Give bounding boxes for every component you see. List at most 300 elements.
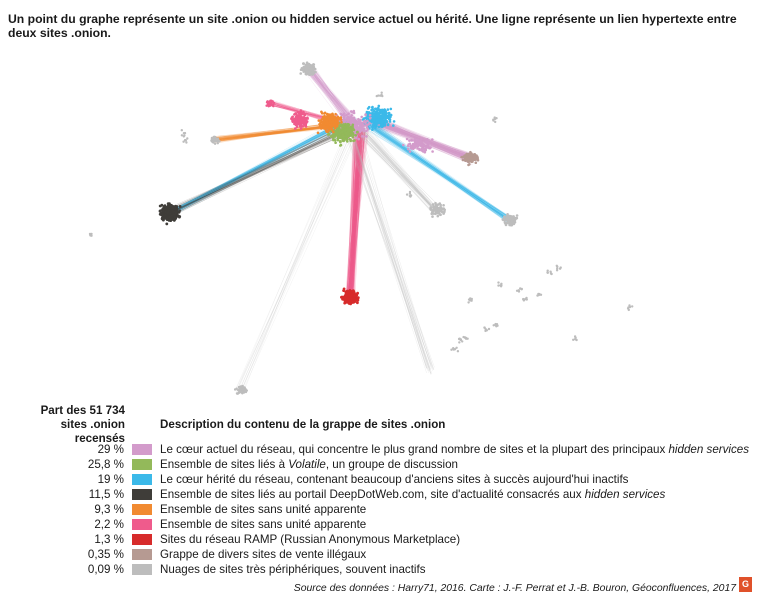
graph-node: [344, 123, 347, 126]
graph-node: [363, 127, 366, 130]
share-header-line1: Part des 51 734: [40, 404, 125, 417]
graph-node: [351, 294, 354, 297]
graph-node: [465, 337, 467, 339]
graph-node: [297, 111, 300, 114]
graph-node: [356, 301, 359, 304]
graph-node: [337, 116, 340, 119]
graph-node: [385, 110, 388, 113]
graph-node: [410, 194, 412, 196]
graph-node: [342, 136, 345, 139]
graph-node: [339, 118, 342, 121]
graph-node: [492, 119, 494, 121]
graph-node: [355, 125, 358, 128]
graph-node: [475, 157, 478, 160]
graph-node: [369, 117, 372, 120]
graph-node: [307, 71, 310, 74]
graph-node: [339, 140, 342, 143]
graph-node: [390, 108, 393, 111]
graph-node: [371, 128, 374, 131]
graph-node: [414, 141, 417, 144]
graph-node: [439, 202, 442, 205]
legend-row: [0, 533, 758, 547]
graph-node: [525, 297, 527, 299]
graph-node: [467, 157, 470, 160]
graph-node: [353, 117, 356, 120]
graph-node: [351, 129, 354, 132]
graph-node: [505, 224, 508, 227]
graph-edge: [171, 130, 341, 212]
graph-edge: [347, 139, 432, 366]
legend-row-share: 0,35 %: [87, 548, 124, 561]
graph-node: [308, 63, 311, 66]
graph-node: [460, 338, 462, 340]
graph-node: [428, 147, 431, 150]
graph-node: [372, 123, 375, 126]
graph-node: [379, 119, 382, 122]
graph-node: [375, 123, 378, 126]
graph-node: [380, 111, 383, 114]
graph-node: [302, 62, 305, 65]
legend-row: [0, 488, 758, 502]
legend-row-share: 2,2 %: [94, 518, 124, 531]
graph-node: [347, 112, 350, 115]
legend-row: [0, 503, 758, 517]
graph-node: [357, 296, 360, 299]
graph-node: [347, 126, 350, 129]
graph-node: [424, 151, 427, 154]
graph-node: [470, 300, 472, 302]
graph-node: [178, 216, 181, 219]
graph-node: [546, 271, 548, 273]
graph-node: [361, 135, 364, 138]
share-header-line2: sites .onion recensés: [60, 418, 125, 445]
graph-node: [167, 209, 170, 212]
graph-node: [423, 144, 426, 147]
graph-node: [178, 209, 181, 212]
legend-row-share: 19 %: [97, 473, 124, 486]
graph-node: [319, 121, 322, 124]
graph-node: [428, 142, 431, 145]
legend-swatch: [132, 519, 152, 530]
graph-node: [291, 116, 294, 119]
graph-node: [370, 109, 373, 112]
graph-node: [365, 116, 368, 119]
graph-node: [304, 117, 307, 120]
graph-node: [340, 144, 343, 147]
graph-node: [462, 336, 464, 338]
graph-node: [497, 284, 499, 286]
graph-node: [304, 113, 307, 116]
graph-node: [423, 148, 426, 151]
graph-node: [518, 289, 520, 291]
graph-node: [512, 218, 515, 221]
graph-node: [410, 139, 413, 142]
graph-node: [431, 150, 434, 153]
graph-node: [343, 117, 346, 120]
graph-edge: [348, 139, 431, 375]
legend-row-description: Le cœur hérité du réseau, contenant beaucoup d'anciens sites à succès aujourd'hui inactifs: [160, 473, 629, 486]
graph-node: [305, 73, 308, 76]
graph-node: [364, 122, 367, 125]
graph-node: [328, 133, 331, 136]
graph-node: [407, 148, 410, 151]
graph-node: [311, 70, 314, 73]
graph-node: [374, 115, 377, 118]
graph-node: [210, 140, 212, 142]
graph-node: [468, 298, 470, 300]
graph-node: [384, 124, 387, 127]
graph-node: [337, 139, 340, 142]
graph-node: [345, 297, 348, 300]
graph-node: [536, 294, 538, 296]
graph-node: [430, 208, 433, 211]
graph-edge: [168, 126, 345, 210]
graph-edge: [354, 138, 432, 371]
graph-edge: [241, 143, 346, 390]
graph-edge: [350, 142, 430, 370]
graph-node: [334, 141, 337, 144]
graph-node: [376, 114, 379, 117]
legend-row-description: Sites du réseau RAMP (Russian Anonymous Marketplace): [160, 533, 461, 546]
graph-node: [162, 207, 165, 210]
legend-row-description: Ensemble de sites sans unité apparente: [160, 503, 367, 516]
graph-node: [496, 325, 498, 327]
graph-node: [302, 120, 305, 123]
graph-node: [426, 146, 429, 149]
graph-node: [345, 132, 348, 135]
graph-node: [320, 111, 323, 114]
graph-node: [328, 123, 331, 126]
graph-node: [236, 392, 238, 394]
graph-node: [628, 304, 630, 306]
graph-node: [323, 112, 326, 115]
graph-node: [323, 115, 326, 118]
graph-node: [305, 120, 308, 123]
graph-node: [352, 140, 355, 143]
graph-node: [512, 216, 515, 219]
graph-node: [550, 273, 552, 275]
graph-node: [216, 139, 218, 141]
legend-row-description: Ensemble de sites sans unité apparente: [160, 518, 367, 531]
legend-row-description: Le cœur actuel du réseau, qui concentre le plus grand nombre de sites et la plupart des principaux hidden services: [160, 443, 750, 456]
graph-node: [213, 140, 215, 142]
source-credit: Source des données : Harry71, 2016. Carte : J.-F. Perrat et J.-B. Bouron, Géoconfluences, 2017: [293, 583, 736, 594]
graph-node: [366, 126, 369, 129]
legend-row: [0, 473, 758, 487]
graph-node: [240, 389, 242, 391]
graph-node: [345, 117, 348, 120]
graph-node: [464, 159, 467, 162]
graph-node: [330, 121, 333, 124]
graph-node: [164, 213, 167, 216]
graph-node: [443, 210, 446, 213]
graph-node: [574, 337, 576, 339]
graph-node: [488, 328, 490, 330]
graph-node: [556, 269, 558, 271]
description-column-header: Description du contenu de la grappe de sites .onion: [160, 418, 446, 431]
graph-node: [351, 111, 354, 114]
graph-node: [351, 132, 354, 135]
graph-node: [267, 105, 269, 107]
graph-node: [300, 69, 303, 72]
graph-node: [473, 153, 476, 156]
graph-node: [349, 140, 352, 143]
graph-node: [393, 120, 396, 123]
graph-node: [266, 100, 268, 102]
graph-node: [520, 288, 522, 290]
graph-node: [336, 132, 339, 135]
graph-node: [357, 138, 360, 141]
graph-node: [376, 111, 379, 114]
graph-node: [497, 281, 499, 283]
graph-node: [436, 208, 439, 211]
graph-node: [437, 215, 440, 218]
legend-row: [0, 458, 758, 472]
graph-node: [381, 95, 383, 97]
graph-node: [381, 92, 383, 94]
graph-node: [468, 163, 471, 166]
graph-node: [435, 211, 438, 214]
graph-node: [432, 210, 435, 213]
legend-row-share: 25,8 %: [87, 458, 124, 471]
graph-node: [299, 72, 302, 75]
graph-node: [475, 161, 478, 164]
graph-node: [184, 132, 186, 134]
graph-node: [90, 235, 92, 237]
legend-row-description: Nuages de sites très périphériques, souvent inactifs: [160, 563, 426, 576]
graph-node: [419, 140, 422, 143]
graph-node: [467, 301, 469, 303]
graph-node: [406, 193, 408, 195]
graph-node: [410, 145, 413, 148]
legend-row: [0, 548, 758, 562]
graph-node: [351, 290, 354, 293]
graph-node: [332, 131, 335, 134]
graph-node: [359, 124, 362, 127]
graph-edge: [239, 140, 345, 392]
graph-node: [367, 107, 370, 110]
legend-swatch: [132, 474, 152, 485]
graph-node: [326, 127, 329, 130]
graph-node: [269, 100, 271, 102]
graph-node: [381, 114, 384, 117]
graph-node: [295, 116, 298, 119]
graph-edge: [242, 141, 352, 389]
graph-node: [438, 212, 441, 215]
graph-edge: [172, 128, 342, 213]
graph-node: [312, 63, 315, 66]
graph-node: [365, 130, 368, 133]
graph-node: [329, 118, 332, 121]
legend-row-description: Ensemble de sites liés à Volatile, un groupe de discussion: [160, 458, 458, 471]
graph-edge: [168, 131, 345, 207]
graph-node: [499, 284, 501, 286]
graph-node: [348, 294, 351, 297]
graph-node: [356, 131, 359, 134]
graph-node: [341, 296, 344, 299]
graph-node: [414, 138, 417, 141]
graph-node: [368, 122, 371, 125]
graph-node: [328, 116, 331, 119]
graph-node: [174, 208, 177, 211]
graph-edge: [354, 142, 427, 368]
legend-swatch: [132, 489, 152, 500]
graph-node: [516, 214, 519, 217]
graph-node: [407, 143, 410, 146]
graph-node: [461, 340, 463, 342]
graph-node: [295, 124, 298, 127]
graph-node: [170, 214, 173, 217]
graph-node: [183, 135, 185, 137]
legend-swatch: [132, 564, 152, 575]
graph-node: [245, 391, 247, 393]
graph-node: [305, 69, 308, 72]
graph-node: [508, 224, 511, 227]
graph-node: [435, 205, 438, 208]
graph-node: [355, 127, 358, 130]
graph-node: [357, 299, 360, 302]
legend-swatch: [132, 534, 152, 545]
graph-node: [483, 326, 485, 328]
legend-row-share: 0,09 %: [87, 563, 124, 576]
graph-node: [503, 218, 506, 221]
graph-node: [458, 341, 460, 343]
graph-node: [334, 122, 337, 125]
graph-node: [179, 205, 182, 208]
geoconfluences-logo: G: [739, 577, 752, 592]
graph-node: [272, 100, 274, 102]
graph-node: [373, 110, 376, 113]
graph-node: [165, 223, 168, 226]
graph-node: [513, 223, 516, 226]
graph-edge: [359, 143, 434, 370]
graph-node: [452, 347, 454, 349]
graph-node: [350, 117, 353, 120]
graph-node: [387, 108, 390, 111]
graph-node: [379, 95, 381, 97]
graph-node: [373, 119, 376, 122]
graph-node: [364, 113, 367, 116]
graph-node: [560, 266, 562, 268]
graph-node: [321, 123, 324, 126]
share-column-header: [8, 404, 125, 446]
graph-node: [164, 217, 167, 220]
legend-row-share: 29 %: [97, 443, 124, 456]
graph-node: [369, 114, 372, 117]
graph-node: [325, 119, 328, 122]
graph-node: [417, 145, 420, 148]
graph-node: [334, 113, 337, 116]
graph-node: [523, 299, 525, 301]
graph-node: [392, 124, 395, 127]
legend-row-description: Grappe de divers sites de vente illégaux: [160, 548, 367, 561]
graph-node: [469, 153, 472, 156]
graph-node: [342, 127, 345, 130]
graph-edge: [243, 141, 355, 390]
graph-node: [174, 216, 177, 219]
graph-node: [291, 119, 294, 122]
graph-node: [325, 129, 328, 132]
graph-node: [434, 202, 437, 205]
graph-edge: [351, 140, 427, 373]
graph-node: [390, 114, 393, 117]
legend-swatch: [132, 504, 152, 515]
graph-node: [175, 212, 178, 215]
graph-node: [371, 106, 374, 109]
graph-node: [556, 266, 558, 268]
graph-node: [214, 136, 216, 138]
graph-node: [540, 294, 542, 296]
graph-node: [332, 137, 335, 140]
graph-node: [418, 149, 421, 152]
graph-node: [342, 113, 345, 116]
legend-row: [0, 518, 758, 532]
graph-node: [549, 271, 551, 273]
graph-node: [507, 218, 510, 221]
graph-node: [470, 160, 473, 163]
graph-node: [159, 205, 162, 208]
graph-node: [463, 155, 466, 158]
graph-node: [340, 121, 343, 124]
legend-row-share: 1,3 %: [94, 533, 124, 546]
graph-node: [342, 289, 345, 292]
graph-node: [243, 387, 245, 389]
graph-node: [442, 204, 445, 207]
graph-edge: [354, 142, 432, 368]
graph-node: [318, 119, 321, 122]
graph-node: [363, 130, 366, 133]
legend-swatch: [132, 459, 152, 470]
graph-node: [473, 158, 476, 161]
graph-node: [317, 132, 320, 135]
graph-node: [424, 140, 427, 143]
graph-node: [358, 121, 361, 124]
legend-row-share: 9,3 %: [94, 503, 124, 516]
graph-node: [330, 127, 333, 130]
graph-node: [324, 123, 327, 126]
legend-row-share: 11,5 %: [88, 488, 124, 501]
graph-node: [355, 134, 358, 137]
graph-node: [185, 141, 187, 143]
graph-node: [162, 210, 165, 213]
graph-node: [312, 73, 315, 76]
graph-node: [371, 126, 374, 129]
graph-node: [341, 131, 344, 134]
graph-node: [426, 138, 429, 141]
legend-row: [0, 443, 758, 457]
graph-node: [298, 119, 301, 122]
graph-node: [323, 120, 326, 123]
graph-node: [486, 329, 488, 331]
graph-node: [337, 136, 340, 139]
legend-row-description: Ensemble de sites liés au portail DeepDotWeb.com, site d'actualité consacrés aux hidden services: [160, 488, 666, 501]
graph-node: [432, 212, 435, 215]
legend-swatch: [132, 549, 152, 560]
graph-node: [350, 300, 353, 303]
legend-row: [0, 563, 758, 577]
graph-node: [298, 116, 301, 119]
graph-node: [402, 144, 405, 147]
graph-node: [334, 127, 337, 130]
graph-node: [159, 213, 162, 216]
graph-node: [181, 129, 183, 131]
graph-node: [343, 138, 346, 141]
graph-node: [271, 103, 273, 105]
graph-node: [332, 114, 335, 117]
graph-node: [322, 126, 325, 129]
graph-node: [432, 203, 435, 206]
graph-node: [431, 138, 434, 141]
